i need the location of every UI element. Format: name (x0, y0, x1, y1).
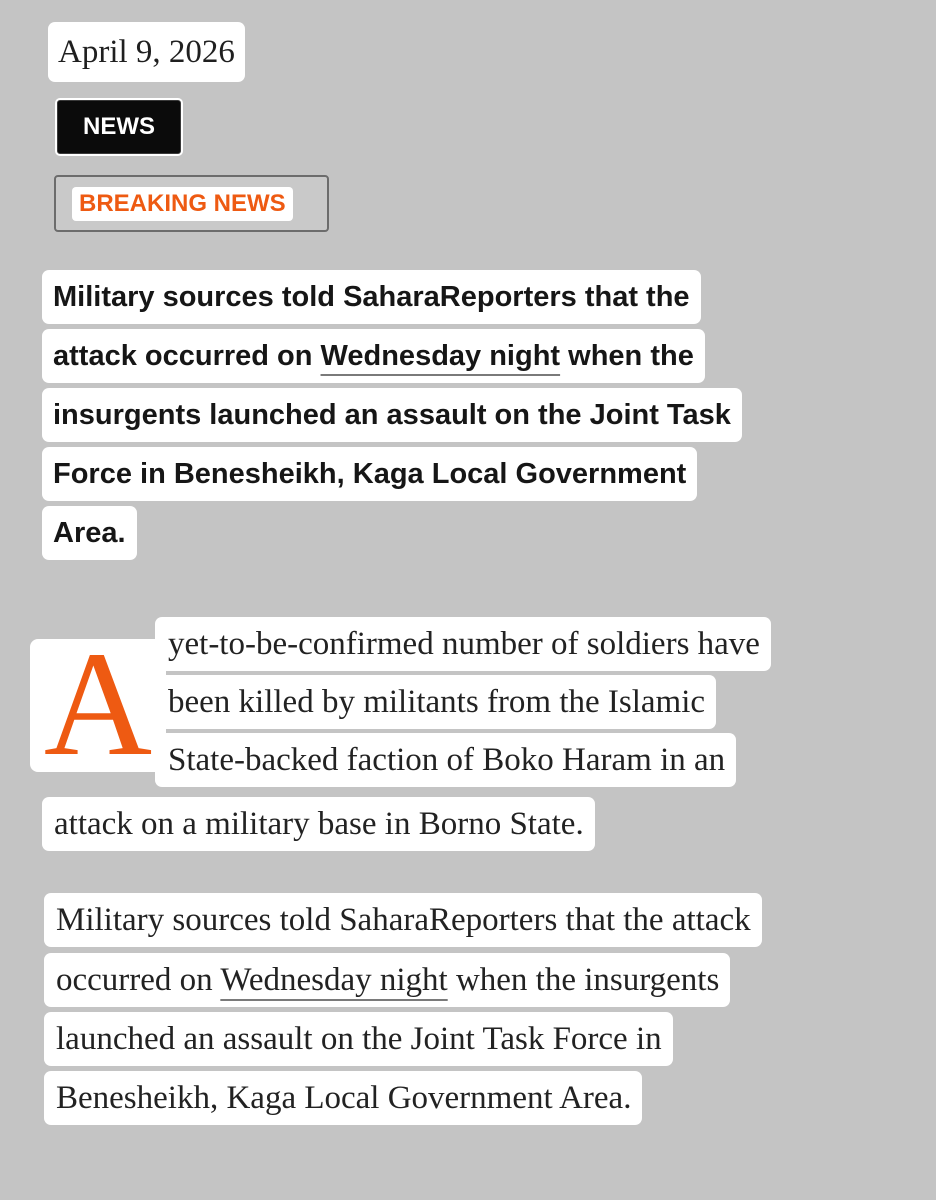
paragraph2-line-2: occurred on Wednesday night when the insurgents (44, 953, 730, 1007)
lead-line-1: yet-to-be-confirmed number of soldiers have (155, 617, 771, 671)
paragraph2-date-link[interactable]: Wednesday night (220, 962, 448, 998)
paragraph2-line-1: Military sources told SaharaReporters that the attack (44, 893, 762, 947)
breaking-news-label: BREAKING NEWS (72, 187, 293, 221)
summary-line-3: insurgents launched an assault on the Joint Task (42, 388, 742, 442)
lead-line-2: been killed by militants from the Islamic (155, 675, 716, 729)
lead-line-4: attack on a military base in Borno State. (42, 797, 595, 851)
summary-line-2: attack occurred on Wednesday night when the (42, 329, 705, 383)
lead-line-3: State-backed faction of Boko Haram in an (155, 733, 736, 787)
summary-date-link[interactable]: Wednesday night (320, 340, 561, 372)
summary-line-4: Force in Benesheikh, Kaga Local Government (42, 447, 697, 501)
summary-line-5: Area. (42, 506, 137, 560)
news-category-tag[interactable] (55, 98, 183, 156)
paragraph2-line-4: Benesheikh, Kaga Local Government Area. (44, 1071, 642, 1125)
news-category-label: NEWS (57, 100, 181, 154)
summary-line-1: Military sources told SaharaReporters that the (42, 270, 701, 324)
breaking-news-badge[interactable] (54, 175, 329, 232)
paragraph2-line-3: launched an assault on the Joint Task Force in (44, 1012, 673, 1066)
article-date: April 9, 2026 (48, 22, 245, 82)
drop-cap: A (30, 639, 166, 772)
